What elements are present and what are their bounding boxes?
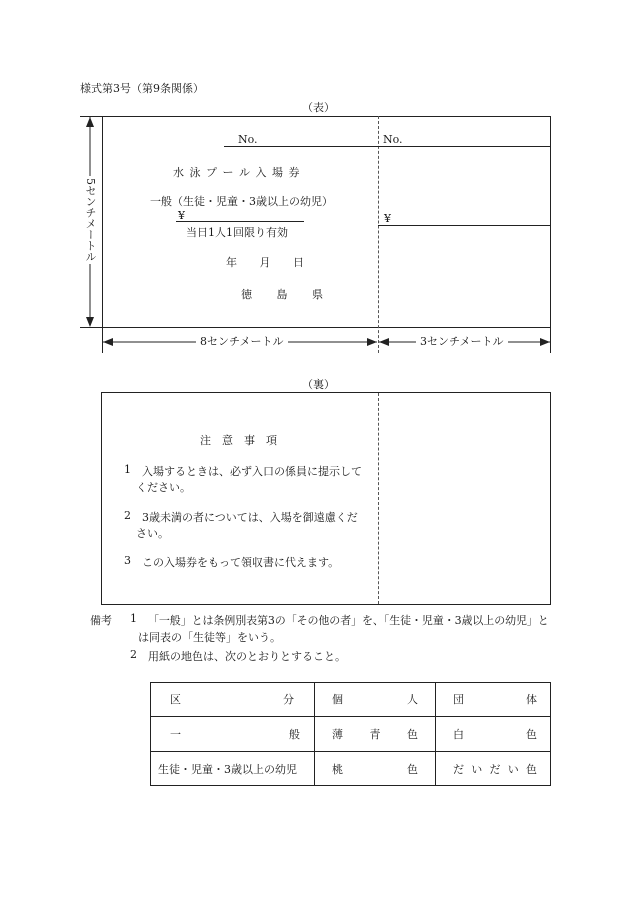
price-line bbox=[176, 221, 304, 222]
remark-2-text: 用紙の地色は、次のとおりとすること。 bbox=[148, 650, 346, 663]
height-dimension-label: 5センチメートル bbox=[84, 178, 97, 262]
table-cell-students-individual-color bbox=[332, 751, 418, 786]
back-ticket-diagram bbox=[101, 392, 551, 605]
width-stub-label: 3センチメートル bbox=[416, 336, 508, 348]
remark-2-number: 2 bbox=[130, 648, 137, 661]
table-cell-students bbox=[158, 751, 310, 786]
remarks-label: 備考 bbox=[90, 614, 112, 627]
front-heading: （表） bbox=[302, 101, 335, 114]
header-char: 団 bbox=[453, 693, 464, 706]
table-header-group bbox=[453, 682, 537, 716]
cell-char: 色 bbox=[407, 727, 418, 741]
notice-item-number: 3 bbox=[124, 554, 131, 567]
cell-char: 色 bbox=[407, 762, 418, 776]
stub-price-line bbox=[378, 225, 550, 226]
header-char: 区 bbox=[170, 693, 181, 706]
back-heading: （裏） bbox=[302, 378, 335, 391]
header-char: 人 bbox=[407, 693, 418, 706]
issuer-char-1: 徳 bbox=[241, 288, 252, 301]
cell-char: 一 bbox=[170, 727, 181, 741]
issuer-char-3: 県 bbox=[312, 288, 323, 301]
cell-char: だ bbox=[489, 762, 501, 776]
cell-char: 薄 bbox=[332, 727, 343, 741]
remark-1-text: 「一般」とは条例別表第3の「その他の者」を、「生徒・児童・3歳以上の幼児」と bbox=[148, 614, 549, 627]
cell-char: 色 bbox=[526, 727, 537, 741]
table-header-category bbox=[170, 682, 294, 716]
issuer-char-2: 島 bbox=[276, 288, 288, 301]
ticket-title: 水 泳 プ ー ル 入 場 券 bbox=[173, 166, 301, 179]
front-perforation bbox=[378, 116, 379, 353]
remark-1-number: 1 bbox=[130, 612, 137, 625]
cell-char: だ bbox=[453, 762, 464, 776]
cell-text: 生徒・児童・3歳以上の幼児 bbox=[158, 762, 297, 776]
stub-number-label: No. bbox=[383, 133, 403, 146]
stub-yen: ¥ bbox=[384, 212, 391, 225]
header-char: 個 bbox=[332, 693, 343, 706]
notice-item-text: この入場券をもって領収書に代えます。 bbox=[142, 556, 340, 569]
table-cell-general bbox=[170, 716, 300, 751]
table-col-divider bbox=[435, 682, 436, 786]
notice-item-text-cont: さい。 bbox=[136, 527, 169, 540]
cell-char: 色 bbox=[526, 762, 537, 776]
cell-char: 般 bbox=[289, 727, 300, 741]
table-header-individual bbox=[332, 682, 418, 716]
notice-title: 注 意 事 項 bbox=[200, 434, 277, 447]
table-cell-general-group-color bbox=[453, 716, 537, 751]
cell-char: 白 bbox=[453, 727, 464, 741]
ticket-issuer bbox=[241, 286, 323, 302]
cell-char: 桃 bbox=[332, 762, 343, 776]
notice-item-number: 2 bbox=[124, 509, 131, 522]
date-year: 年 bbox=[226, 256, 237, 269]
front-top-border bbox=[80, 116, 551, 117]
form-number: 様式第3号（第9条関係） bbox=[80, 82, 204, 95]
width-main-label: 8センチメートル bbox=[196, 336, 288, 348]
header-char: 分 bbox=[283, 693, 294, 706]
table-cell-students-group-color bbox=[453, 751, 537, 786]
notice-item-number: 1 bbox=[124, 463, 131, 476]
date-day: 日 bbox=[293, 256, 304, 269]
notice-item-text: 入場するときは、必ず入口の係員に提示して bbox=[142, 465, 362, 478]
remark-1-text-cont: は同表の「生徒等」をいう。 bbox=[138, 631, 281, 644]
ticket-number-line bbox=[224, 146, 378, 147]
ticket-number-label: No. bbox=[238, 133, 258, 146]
front-right-border bbox=[550, 116, 551, 353]
notice-item-text: 3歳未満の者については、入場を御遠慮くだ bbox=[142, 511, 358, 524]
cell-char: 青 bbox=[369, 727, 381, 741]
cell-char: い bbox=[507, 762, 519, 776]
back-perforation bbox=[378, 393, 379, 604]
front-bottom-border bbox=[80, 327, 551, 328]
date-month: 月 bbox=[259, 256, 271, 269]
cell-char: い bbox=[471, 762, 483, 776]
front-left-border bbox=[102, 116, 103, 353]
stub-number-line bbox=[378, 146, 550, 147]
notice-item-text-cont: ください。 bbox=[136, 481, 191, 494]
ticket-validity: 当日1人1回限り有効 bbox=[186, 226, 288, 239]
ticket-date bbox=[226, 254, 304, 270]
ticket-category: 一般（生徒・児童・3歳以上の幼児） bbox=[150, 195, 333, 208]
ticket-yen-main: ¥ bbox=[178, 209, 185, 222]
header-char: 体 bbox=[526, 693, 537, 706]
table-cell-general-individual-color bbox=[332, 716, 418, 751]
table-col-divider bbox=[314, 682, 315, 786]
